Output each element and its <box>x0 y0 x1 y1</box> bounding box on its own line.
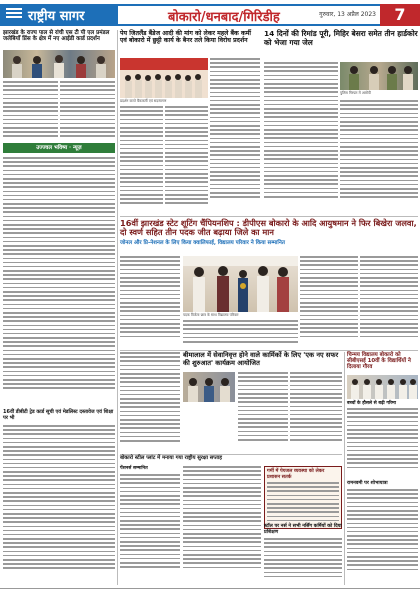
column-left <box>3 30 115 43</box>
right-top-headline: 14 दिनों की रिमांड पूरी, मिहिर बेसरा समेत तीन हार्डकोर को भेजा गया जेल <box>264 29 418 47</box>
lower-text-a <box>120 474 180 584</box>
mid-headline: बीमालाल में सेवानिवृत्त होने वाले कार्मिकों के लिए 'एक नए सफर की शुरुआत' कार्यक्रम आयोजित <box>183 351 339 367</box>
issue-date: गुरुवार, 13 अप्रैल 2023 <box>319 11 376 18</box>
lower-bottom-text <box>264 538 342 584</box>
center-top-text-a <box>120 106 163 218</box>
center-top-text-b <box>165 106 208 218</box>
lower-box-headline: गर्मी में पेयजल व्यवस्था को लेकर प्रशासन सतर्क <box>267 469 325 480</box>
left-text-a <box>3 81 58 141</box>
left-bottom-headline: 16वीं डीबीटी ट्रेड कार्ड सूची एवं मेडलिस्ट दस्तावेज एवं शिक्षा पर भी <box>3 409 114 421</box>
left-bottom-block <box>3 410 115 422</box>
award-photo-icon <box>183 256 298 312</box>
lower-story <box>120 456 342 462</box>
masthead <box>0 0 420 27</box>
students-photo-icon <box>347 375 418 399</box>
lead-text-under-photo <box>183 320 298 348</box>
mid-right-sub: बच्चों के हौसले से बढ़ी गरिमा <box>347 401 396 406</box>
mid-left-text <box>120 352 180 452</box>
mid-text-b <box>290 372 342 452</box>
police-photo-caption: पुलिस गिरफ्त में आरोपी <box>340 91 371 95</box>
lead-subhead: जोनल और प्रि-नेशनल के लिए किया क्वालिफाई, विद्यालय परिवार ने किया सम्मानित <box>120 239 285 246</box>
police-photo <box>340 62 418 90</box>
mid-right-text <box>347 408 418 478</box>
page-number: 7 <box>380 4 420 26</box>
lower-left-headline: पेंशनर्स सम्मानित <box>120 466 148 471</box>
left-top-photo <box>3 50 115 78</box>
mid-story <box>183 352 343 367</box>
center-top-text-right <box>210 58 260 218</box>
brand-name: राष्ट्रीय सागर <box>28 9 85 24</box>
lead-photo-caption: पदक विजेता छात्र के साथ विद्यालय परिवार <box>183 313 239 317</box>
crowd-photo-icon <box>120 58 208 98</box>
section-band: उज्ज्वल भविष्य · न्यूज़ <box>3 143 115 153</box>
lead-story <box>120 219 418 246</box>
group-photo-icon <box>3 50 115 78</box>
left-long-text <box>3 157 115 407</box>
lead-photo <box>183 256 298 312</box>
lower-box-text <box>267 482 339 526</box>
protest-photo-caption: प्रदर्शन करते बैंककर्मी एवं सदस्यगण <box>120 99 167 103</box>
mid-text-a <box>238 372 288 452</box>
footer-rule <box>0 588 420 589</box>
seminar-photo-icon <box>183 372 235 402</box>
lower-box <box>264 466 342 529</box>
right-top-text-b <box>340 100 418 212</box>
mid-right-story <box>347 352 418 371</box>
protest-photo <box>120 58 208 98</box>
arrest-photo-icon <box>340 62 418 90</box>
students-photo <box>347 375 418 399</box>
right-top-block <box>264 30 418 47</box>
city-title: बोकारो/धनबाद/गिरिडीह <box>168 10 280 25</box>
lower-bottom-story <box>264 524 342 535</box>
lead-top-rule <box>120 216 418 217</box>
lead-text-a <box>120 256 180 348</box>
left-top-headline: झारखंड के राज्य पाल से रांची एस टी पी एल प्रमंडल जलेबियाँ प्रिंस के क्षेत्र में नए आईडी कार्ड प्रदर्शन <box>3 30 110 43</box>
lead-headline: 16वीं झारखंड स्टेट शूटिंग चैंपियनशिप : डीपीएस बोकारो के आदि आयुषमान ने फिर बिखेरा जलवा, दो स्वर्ण सहित तीन पदक जीत बढ़ाया जिले का मान <box>120 218 417 238</box>
brand-block <box>0 4 118 26</box>
lower-bottom-headline: स्टॉल पर नर्स ने सभी नर्सिंग कर्मियों को दिया प्रशिक्षण <box>264 524 342 535</box>
menu-bars-icon <box>6 8 22 22</box>
right-divider <box>344 352 345 585</box>
column-divider <box>117 30 118 585</box>
mid-right-head2: रामनवमी पर शोभायात्रा <box>347 481 388 486</box>
lead-text-c <box>360 256 418 348</box>
right-top-text <box>264 62 338 212</box>
mid-photo <box>183 372 235 402</box>
lead-text-b <box>300 256 358 348</box>
mid-right-text-b <box>347 489 418 584</box>
city-bar <box>118 4 380 26</box>
lower-text-b <box>183 466 261 584</box>
mid-right-headline: चिन्मय विद्यालय बोकारो को सीबीएसई 10वीं के विद्यार्थियों ने दिलाया गौरव <box>347 352 411 371</box>
center-top-block <box>120 30 258 44</box>
left-bottom-text <box>3 425 115 585</box>
left-text-b <box>60 81 115 141</box>
lower-center-headline: बोकारो स्टील प्लांट में मनाया गया राष्ट्रीय सुरक्षा सप्ताह <box>120 455 222 461</box>
center-top-headline: पेय जितलैंड बैंडेज आदी की मांग को लेकर महले बैंक कर्मी एवं बोकारो में छुट्टी कार्य के बैनर तले किया विरोध प्रदर्शन <box>120 30 252 45</box>
